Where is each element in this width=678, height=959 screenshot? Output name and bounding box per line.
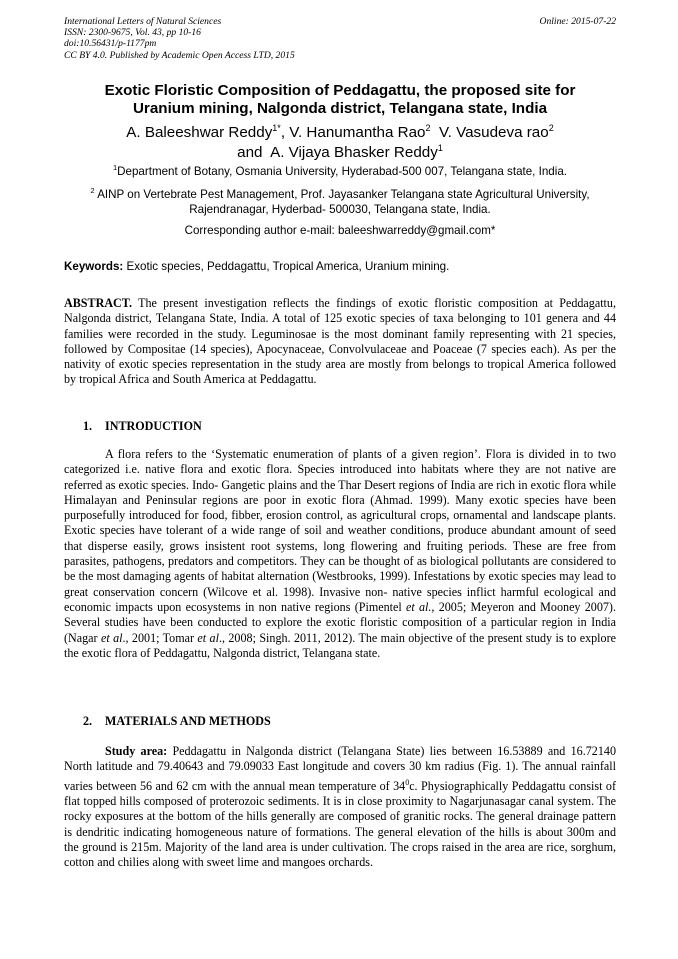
title-line-2: Uranium mining, Nalgonda district, Telangana state, India [132,100,548,117]
affiliation-2-line-2: Rajendranagar, Hyderbad- 500030, Telangana state, India. [189,202,491,216]
introduction-paragraph [64,447,616,661]
abstract-text: The present investigation reflects the findings of exotic floristic composition at Peddagattu, Nalgonda district, Telangana State, India. A total of 125 exotic species of taxa belonging to 101 genera and 44 families were recorded in the study. Leguminosae is the most dominant family representing with 21 species, followed by Compositae (14 species), Apocynaceae, Convolvulaceae and Poaceae (7 species each). As per the nativity of exotic species representation in the study area are mostly from belongs to tropical America followed by tropical Africa and South America at Peddagattu. [64,296,616,387]
intro-etal-3: et al [197,630,219,645]
intro-text-c: ., 2001; Tomar [122,630,198,645]
temperature-superscript: 0 [405,777,410,787]
keywords-text: Exotic species, Peddagattu, Tropical America, Uranium mining. [123,260,450,273]
author-1-affil: 1* [272,123,281,133]
online-date: Online: 2015-07-22 [539,16,616,27]
paper-title [64,82,616,118]
author-line-1 [64,123,616,143]
author-3: V. Vasudeva rao [430,124,549,141]
section-1-number: 1. [83,419,93,433]
affiliation-2-number: 2 [90,186,95,195]
author-3-affil: 2 [548,123,554,133]
doi-line: doi:10.56431/p-1177pm [64,38,157,50]
journal-header [64,16,616,61]
study-area-label: Study area: [105,744,168,758]
section-1-title: INTRODUCTION [105,419,202,433]
intro-etal-2: et al [100,630,123,645]
study-text-b: c. Physiographically Peddagattu consist of flat topped hills composed of proterozoic sediments. It is in close proximity to Nagarjunasagar canal system. The rocky exposures at the bottom of the hills generally are composed of granitic rocks. The general drainage pattern is dendritic indicating homogeneous nature of formations. The general elevation of the hills is about 300m and the ground is 215m. Majority of the land area is under cultivation. The crops raised in the area are rice, sorghum, cotton and chilies along with sweet lime and mangoes orchards. [64,778,616,870]
keywords-label: Keywords: [64,260,124,273]
affiliation-1-number: 1 [112,163,118,172]
intro-text-b: 2005; Meyeron and Mooney 2007). Several studies have been conducted to explore the exotic floristic composition of a particular region in India (Nagar [64,599,616,645]
title-line-1: Exotic Floristic Composition of Peddagattu, the proposed site for [104,82,576,99]
issn-line: ISSN: 2300-9675, Vol. 43, pp 10-16 [64,27,201,39]
section-2-heading [83,714,271,729]
study-text-a: Peddagattu in Nalgonda district (Telangana State) lies between 16.53889 and 16.72140 North latitude and 79.40643 and 79.09033 East longitude and covers 30 km radius (Fig. 1). The annual rainfall varies between 56 and 62 cm with the annual mean temperature of 34 [64,744,616,793]
affiliation-2 [64,188,616,217]
author-line-2 [64,143,616,163]
author-1: A. Baleeshwar Reddy [126,124,273,141]
author-2: , V. Hanumantha Rao [280,124,426,141]
intro-text-d: ., 2008; Singh. 2011, 2012). The main objective of the present study is to explore the exotic flora of Peddagattu, Nalgonda district, Telangana state. [64,630,616,660]
author-4: and A. Vijaya Bhasker Reddy [237,144,438,161]
affiliation-1 [64,165,616,180]
affiliation-2-line-1 [64,188,616,203]
section-1-heading [83,419,202,434]
affiliation-2-text: AINP on Vertebrate Pest Management, Prof. Jayasanker Telangana state Agricultural University, [94,188,590,201]
section-2-number: 2. [83,714,93,728]
affiliation-1-text: Department of Botany, Osmania University, Hyderabad-500 007, Telangana state, India. [117,165,567,178]
study-area-paragraph [64,744,616,870]
intro-etal-1: et al., [406,599,435,614]
intro-text-a: A flora refers to the ‘Systematic enumeration of plants of a given region’. Flora is divided in to two categorized i.e. native flora and exotic flora. Species introduced into habitats where they are not native are referred as exotic species. Indo- Gangetic plains and the Thar Desert regions of India are rich in exotic flora while Himalayan and Peninsular regions are poor in exotic flora (Ahmad. 1999). Many exotic species have been purposefully introduced for food, fibber, erosion control, as agricultural crops, ornamental and landscape plants. Exotic species have tolerant of a wide range of soil and weather conditions, produce abundant amount of seed that disperse easily, grows insistent root systems, long flowering and fruiting periods. These are free from parasites, pathogens, predators and competitors. They can be thought of as biological pollutants are considered to be the most damaging agents of habitat alternation (Westbrooks, 1999). Infestations by exotic species may lead to great conservation concern (Wilcove et al. 1998). Invasive non- native species inflict harmful ecological and economic impacts upon ecosystems in non native regions (Pimentel [64,447,616,614]
license-line: CC BY 4.0. Published by Academic Open Access LTD, 2015 [64,49,295,61]
abstract [64,296,616,388]
author-4-affil: 1 [437,143,443,153]
abstract-label: ABSTRACT. [64,296,132,310]
section-2-title: MATERIALS AND METHODS [105,714,271,728]
keywords [64,260,616,274]
journal-name: International Letters of Natural Sciences [64,16,222,27]
corresponding-author: Corresponding author e-mail: baleeshwarreddy@gmail.com* [184,224,496,237]
author-2-affil: 2 [425,123,431,133]
author-list [64,123,616,163]
